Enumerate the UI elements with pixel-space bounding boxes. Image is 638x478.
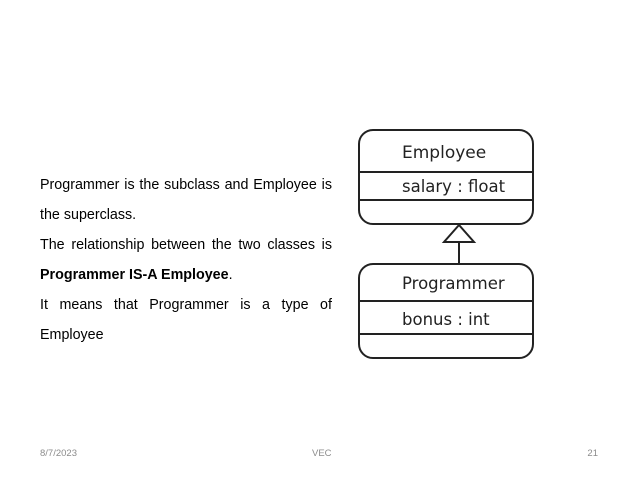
employee-attribute: salary : float [402,177,506,196]
inheritance-arrowhead [444,225,474,242]
text-subclass-sentence: Programmer is the subclass and Employee is the superclass. [40,177,332,223]
programmer-class-box [359,264,533,358]
footer-page-number: 21 [587,448,598,459]
employee-class-box [359,130,533,224]
uml-class-diagram [352,124,552,360]
text-type-sentence: It means that Programmer is a type of Employee [40,297,332,343]
relationship-prefix: The relationship between the two classes is [40,237,332,253]
slide-body-text [40,170,332,350]
programmer-class-name: Programmer [402,274,505,293]
programmer-attribute: bonus : int [402,310,490,329]
employee-class-name: Employee [402,143,487,163]
relationship-bold: Programmer IS-A Employee [40,267,229,283]
relationship-suffix: . [228,267,233,283]
footer-date: 8/7/2023 [40,448,77,459]
footer-center-text: VEC [312,448,332,459]
inheritance-arrow [444,225,474,264]
text-relationship-sentence [40,230,332,290]
